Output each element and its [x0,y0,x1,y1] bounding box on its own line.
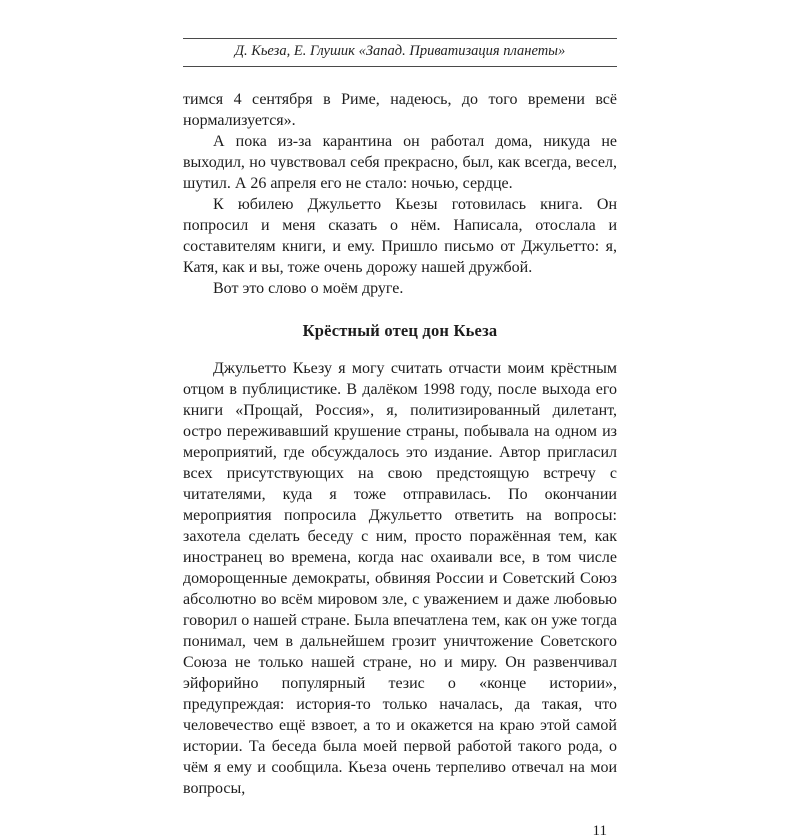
paragraph: Джульетто Кьезу я могу считать отчасти моим крёстным отцом в публицистике. В далёком 1998 году, после выхода его книги «Прощай, Россия», я, политизированный дилетант, остро переживавший крушение страны, побывала на одном из мероприятий, где обсуждалось это издание. Автор пригласил всех присутствующих на свою предстоящую встречу с читателями, куда я тоже отправилась. По окончании мероприятия попросила Джульетто ответить на вопросы: захотела сделать беседу с ним, просто поражённая тем, как иностранец во времена, когда нас охаивали все, в том числе доморощенные демократы, обвиняя России и Советский Союз абсолютно во всём мировом зле, с уважением и даже любовью говорил о нашей стране. Была впечатлена тем, как он уже тогда понимал, чем в дальнейшем грозит уничтожение Советского Союза не только нашей стране, но и миру. Он развенчивал эйфорийно популярный тезис о «конце истории», предупреждая: история-то только началась, да такая, что человечество ещё взвоет, а то и окажется на краю этой самой истории. Та беседа была моей первой работой такого рода, о чём я ему и сообщила. Кьеза очень терпеливо отвечал на мои вопросы, [183,359,617,797]
running-header-text: Д. Кьеза, Е. Глушик «Запад. Приватизация планеты» [234,43,566,59]
header-rule-bottom [183,66,617,67]
paragraph: К юбилею Джульетто Кьезы готовилась книга. Он попросил и меня сказать о нём. Написала, отослала и составителям книги, и ему. Пришло письмо от Джульетто: я, Катя, как и вы, тоже очень дорожу нашей дружбой. [183,195,617,276]
page-body [183,89,617,799]
paragraph: Вот это слово о моём друге. [213,279,404,297]
paragraph-continuation: тимся 4 сентября в Риме, надеюсь, до того времени всё нормализуется». [183,90,617,129]
book-page [183,0,617,840]
page-footer [183,823,617,840]
running-header [183,39,617,66]
section-heading: Крёстный отец дон Кьеза [302,320,498,340]
page-number: 11 [592,822,607,839]
paragraph: А пока из-за карантина он работал дома, никуда не выходил, но чувствовал себя прекрасно, был, как всегда, весел, шутил. А 26 апреля его не стало: ночью, сердце. [183,132,617,192]
